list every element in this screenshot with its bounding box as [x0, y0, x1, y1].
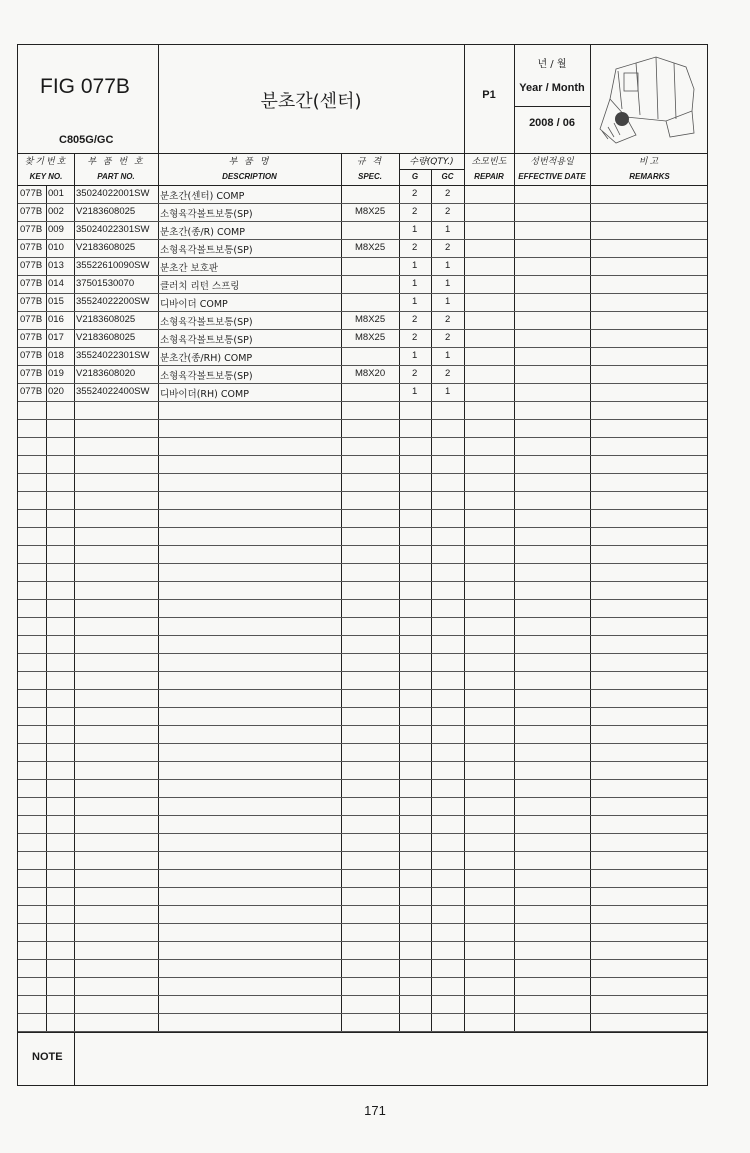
figure-number: FIG 077B	[40, 75, 130, 98]
cell-qty-g: 1	[412, 386, 418, 397]
cell-qty-g: 2	[412, 368, 418, 379]
cell-description: 디바이더 COMP	[160, 299, 228, 310]
cell-part-no: 37501530070	[76, 278, 135, 289]
cell-spec: M8X20	[355, 368, 386, 379]
table-row	[18, 185, 707, 203]
cell-qty-gc: 2	[445, 206, 451, 217]
cell-fig: 077B	[20, 332, 43, 343]
cell-qty-g: 2	[412, 206, 418, 217]
cell-fig: 077B	[20, 278, 43, 289]
cell-part-no: 35024022301SW	[76, 224, 150, 235]
repair-header-ko: 소모빈도	[471, 157, 507, 167]
cell-qty-gc: 1	[445, 386, 451, 397]
table-row	[18, 329, 707, 347]
table-row	[18, 275, 707, 293]
year-month-label-ko: 년 / 월	[537, 59, 567, 70]
sheet-header	[18, 45, 707, 154]
qty-g-header: G	[411, 172, 419, 181]
cell-fig: 077B	[20, 368, 43, 379]
cell-key-no: 010	[48, 242, 64, 253]
cell-qty-gc: 2	[445, 368, 451, 379]
page-code: P1	[482, 89, 496, 101]
table-row	[18, 257, 707, 275]
cell-description: 소형육각볼트보통(SP)	[160, 335, 253, 346]
cell-key-no: 016	[48, 314, 64, 325]
table-row	[18, 239, 707, 257]
assembly-title: 분초간(센터)	[260, 91, 362, 112]
cell-qty-gc: 1	[445, 350, 451, 361]
spec-header-ko: 규 격	[356, 157, 384, 167]
cell-part-no: V2183608025	[76, 242, 136, 253]
effective-date-header-ko: 성번적용일	[530, 157, 574, 167]
note-section	[18, 1032, 707, 1086]
cell-fig: 077B	[20, 242, 43, 253]
key-no-header: KEY NO.	[29, 172, 63, 181]
note-label: NOTE	[32, 1051, 63, 1063]
cell-description: 분초간(종/R) COMP	[160, 227, 245, 238]
table-row	[18, 293, 707, 311]
description-header: DESCRIPTION	[222, 172, 277, 181]
cell-description: 디바이더(RH) COMP	[160, 389, 249, 400]
cell-qty-gc: 2	[445, 188, 451, 199]
cell-description: 분초간 보호판	[160, 263, 219, 274]
cell-key-no: 020	[48, 386, 64, 397]
cell-key-no: 018	[48, 350, 64, 361]
cell-fig: 077B	[20, 260, 43, 271]
cell-description: 분초간(종/RH) COMP	[160, 353, 253, 364]
cell-qty-g: 1	[412, 224, 418, 235]
table-row	[18, 311, 707, 329]
cell-qty-gc: 2	[445, 332, 451, 343]
cell-part-no: 35024022001SW	[76, 188, 150, 199]
description-header-ko: 부 품 명	[228, 157, 271, 167]
cell-fig: 077B	[20, 386, 43, 397]
cell-fig: 077B	[20, 314, 43, 325]
cell-key-no: 002	[48, 206, 64, 217]
cell-qty-g: 2	[412, 332, 418, 343]
cell-key-no: 015	[48, 296, 64, 307]
cell-part-no: 35524022301SW	[76, 350, 150, 361]
cell-part-no: 35522610090SW	[76, 260, 150, 271]
cell-qty-g: 1	[412, 260, 418, 271]
cell-qty-g: 2	[412, 188, 418, 199]
cell-fig: 077B	[20, 296, 43, 307]
spec-header: SPEC.	[357, 172, 382, 181]
cell-key-no: 001	[48, 188, 64, 199]
cell-key-no: 019	[48, 368, 64, 379]
qty-header-ko: 수량(QTY.)	[409, 157, 454, 167]
cell-description: 소형육각볼트보통(SP)	[160, 209, 253, 220]
cell-qty-g: 2	[412, 314, 418, 325]
cell-qty-gc: 1	[445, 278, 451, 289]
cell-spec: M8X25	[355, 242, 386, 253]
remarks-header: REMARKS	[629, 172, 670, 181]
cell-part-no: 35524022400SW	[76, 386, 150, 397]
cell-description: 소형육각볼트보통(SP)	[160, 317, 253, 328]
cell-qty-g: 1	[412, 278, 418, 289]
cell-qty-g: 1	[412, 296, 418, 307]
cell-fig: 077B	[20, 188, 43, 199]
key-no-header-ko: 찾기번호	[24, 157, 68, 167]
cell-description: 분초간(센터) COMP	[160, 191, 245, 202]
cell-description: 소형육각볼트보통(SP)	[160, 371, 253, 382]
cell-qty-g: 1	[412, 350, 418, 361]
cell-spec: M8X25	[355, 206, 386, 217]
cell-part-no: V2183608025	[76, 332, 136, 343]
cell-description: 클러치 리턴 스프링	[160, 281, 240, 292]
effective-date-header: EFFECTIVE DATE	[518, 172, 586, 181]
part-no-header-ko: 부 품 번 호	[87, 157, 145, 167]
cell-qty-gc: 1	[445, 260, 451, 271]
cell-description: 소형육각볼트보통(SP)	[160, 245, 253, 256]
cell-key-no: 009	[48, 224, 64, 235]
cell-part-no: 35524022200SW	[76, 296, 150, 307]
remarks-header-ko: 비고	[638, 157, 661, 167]
cell-part-no: V2183608025	[76, 206, 136, 217]
cell-key-no: 017	[48, 332, 64, 343]
cell-qty-gc: 1	[445, 224, 451, 235]
cell-part-no: V2183608025	[76, 314, 136, 325]
cell-fig: 077B	[20, 224, 43, 235]
parts-list-sheet	[17, 44, 708, 1086]
table-row	[18, 221, 707, 239]
qty-gc-header: GC	[441, 172, 454, 181]
cell-fig: 077B	[20, 350, 43, 361]
repair-header: REPAIR	[474, 172, 504, 181]
year-month-label-en: Year / Month	[519, 82, 585, 94]
table-row	[18, 203, 707, 221]
cell-spec: M8X25	[355, 314, 386, 325]
part-no-header: PART NO.	[97, 172, 135, 181]
model-name: C805G/GC	[59, 134, 114, 146]
cell-qty-g: 2	[412, 242, 418, 253]
cell-spec: M8X25	[355, 332, 386, 343]
cell-part-no: V2183608020	[76, 368, 136, 379]
table-row	[18, 347, 707, 365]
cell-qty-gc: 1	[445, 296, 451, 307]
cell-key-no: 013	[48, 260, 64, 271]
cell-qty-gc: 2	[445, 314, 451, 325]
parts-table-body	[18, 185, 707, 1032]
column-header-row	[18, 153, 707, 186]
table-row	[18, 365, 707, 383]
page-number: 171	[364, 1103, 386, 1118]
cell-qty-gc: 2	[445, 242, 451, 253]
combine-harvester-thumbnail	[596, 49, 704, 147]
table-row	[18, 383, 707, 401]
issue-date: 2008 / 06	[529, 117, 575, 129]
cell-fig: 077B	[20, 206, 43, 217]
cell-key-no: 014	[48, 278, 64, 289]
